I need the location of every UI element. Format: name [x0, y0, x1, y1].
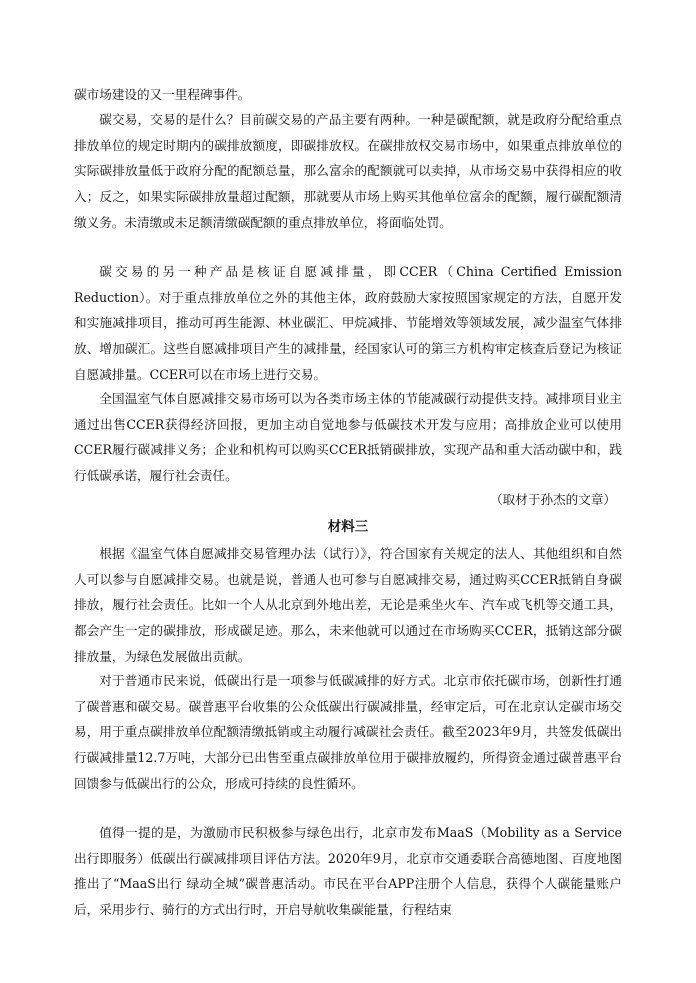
- paragraph-continuation: 碳市场建设的又一里程碑事件。: [74, 87, 251, 102]
- section-heading: 材料三: [327, 519, 369, 535]
- paragraph-individual-participation: 根据《温室气体自愿减排交易管理办法（试行）》，符合国家有关规定的法人、其他组织和自然人可以参与自愿减排交易。也就是说，普通人也可参与自愿减排交易，通过购买CCER抵销自身碳排放，履行社会责任。比如一个人从北京到外地出差，无论是乘坐火车、汽车或飞机等交通工具，都会产生一定的碳排放，形成碳足迹。那么，未来他就可以通过在市场购买CCER，抵销这部分碳排放量，为绿色发展做出贡献。: [74, 546, 622, 664]
- paragraph-national-market: 全国温室气体自愿减排交易市场可以为各类市场主体的节能减碳行动提供支持。减排项目业主通过出售CCER获得经济回报，更加主动自觉地参与低碳技术开发与应用；高排放企业可以使用CCER履行碳减排义务；企业和机构可以购买CCER抵销碳排放，实现产品和重大活动碳中和，践行低碳承诺，履行社会责任。: [74, 391, 622, 484]
- paragraph-carbon-quota: 碳交易，交易的是什么？目前碳交易的产品主要有两种。一种是碳配额，就是政府分配给重点排放单位的规定时期内的碳排放额度，即碳排放权。在碳排放权交易市场中，如果重点排放单位的实际碳排放量低于政府分配的配额总量，那么富余的配额就可以卖掉，从市场交易中获得相应的收入；反之，如果实际碳排放量超过配额，那就要从市场上购买其他单位富余的配额，履行碳配额清缴义务。未清缴或未足额清缴碳配额的重点排放单位，将面临处罚。: [74, 112, 622, 230]
- paragraph-ccer: 碳交易的另一种产品是核证自愿减排量，即CCER（China Certified Emission Reduction）。对于重点排放单位之外的其他主体，政府鼓励大家按照国家规定的方法，自愿开发和实施减排项目，推动可再生能源、林业碳汇、甲烷减排、节能增效等领域发展，减少温室气体排放、增加碳汇。这些自愿减排项目产生的减排量，经国家认可的第三方机构审定核查后登记为核证自愿减排量。CCER可以在市场上进行交易。: [74, 264, 622, 382]
- paragraph-low-carbon-travel: 对于普通市民来说，低碳出行是一项参与低碳减排的好方式。北京市依托碳市场，创新性打通了碳普惠和碳交易。碳普惠平台收集的公众低碳出行碳减排量，经审定后，可在北京认定碳市场交易，用于重点碳排放单位配额清缴抵销或主动履行减碳社会责任。截至2023年9月，共签发低碳出行碳减排量12.7万吨，大部分已出售至重点碳排放单位用于碳排放履约，所得资金通过碳普惠平台回馈参与低碳出行的公众，形成可持续的良性循环。: [74, 673, 622, 791]
- source-note: （取材于孙杰的文章）: [490, 492, 616, 507]
- paragraph-maas: 值得一提的是，为激励市民积极参与绿色出行，北京市发布MaaS（Mobility as a Service出行即服务）低碳出行碳减排项目评估方法。2020年9月，北京市交通委联合高德地图、百度地图推出了“MaaS出行 绿动全城”碳普惠活动。市民在平台APP注册个人信息，获得个人碳能量账户后，采用步行、骑行的方式出行时，开启导航收集碳能量，行程结束: [74, 825, 622, 918]
